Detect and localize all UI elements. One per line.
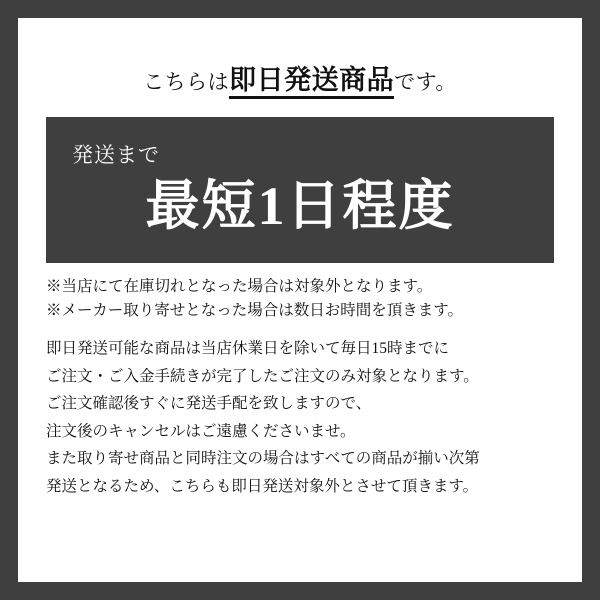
banner-card xyxy=(18,18,582,582)
note-line: ※当店にて在庫切れとなった場合は対象外となります。 xyxy=(46,278,433,296)
shipping-highlight-box xyxy=(46,117,554,263)
shipping-label: 発送まで xyxy=(72,143,160,167)
headline-prefix: こちらは xyxy=(143,70,230,94)
shipping-duration: 最短1日程度 xyxy=(145,176,455,236)
headline-emphasis: 即日発送商品 xyxy=(229,65,394,99)
body-line: ご注文・ご入金手続きが完了したご注文のみ対象となります。 xyxy=(46,367,479,385)
body-line: ご注文確認後すぐに発送手配を致しますので、 xyxy=(46,395,372,413)
body-line: また取り寄せ商品と同時注文の場合はすべての商品が揃い次第 xyxy=(46,450,480,468)
headline-suffix: です。 xyxy=(394,70,457,94)
note-line: ※メーカー取り寄せとなった場合は数日お時間を頂きます。 xyxy=(46,302,463,320)
body-line: 即日発送可能な商品は当店休業日を除いて毎日15時までに xyxy=(46,340,450,358)
body-line: 発送となるため、こちらも即日発送対象外とさせて頂きます。 xyxy=(46,478,479,496)
notes-list xyxy=(46,275,554,323)
body-line: 注文後のキャンセルはご遠慮くださいませ。 xyxy=(46,422,356,440)
body-text xyxy=(46,335,554,500)
page-title xyxy=(46,58,554,97)
